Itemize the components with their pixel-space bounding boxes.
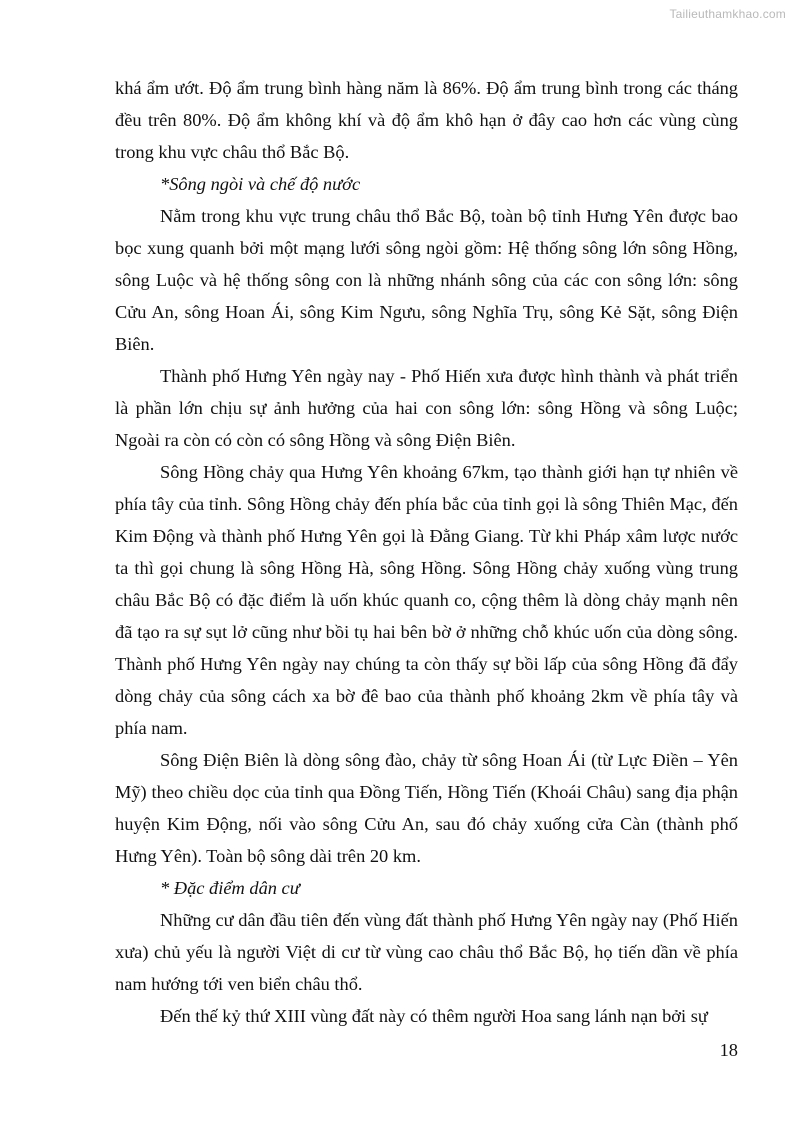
watermark-text: Tailieuthamkhao.com bbox=[669, 7, 786, 21]
paragraph-river-network: Nằm trong khu vực trung châu thổ Bắc Bộ, toàn bộ tỉnh Hưng Yên được bao bọc xung quanh bởi một mạng lưới sông ngòi gồm: Hệ thống sông lớn sông Hồng, sông Luộc và hệ thống sông con là những nhánh sông của các con sông lớn: sông Cửu An, sông Hoan Ái, sông Kim Ngưu, sông Nghĩa Trụ, sông Kẻ Sặt, sông Điện Biên. bbox=[115, 206, 738, 354]
paragraph-pho-hien: Thành phố Hưng Yên ngày nay - Phố Hiến xưa được hình thành và phát triển là phần lớn chịu sự ảnh hưởng của hai con sông lớn: sông Hồng và sông Luộc; Ngoài ra còn có còn có sông Hồng và sông Điện Biên. bbox=[115, 366, 738, 450]
paragraph-13th-century: Đến thế kỷ thứ XIII vùng đất này có thêm người Hoa sang lánh nạn bởi sự bbox=[160, 1006, 708, 1026]
section-heading-rivers: *Sông ngòi và chế độ nước bbox=[160, 174, 361, 194]
paragraph-first-residents: Những cư dân đầu tiên đến vùng đất thành phố Hưng Yên ngày nay (Phố Hiến xưa) chủ yếu là người Việt di cư từ vùng cao châu thổ Bắc Bộ, họ tiến dần về phía nam hướng tới ven biển châu thổ. bbox=[115, 910, 738, 994]
page-number: 18 bbox=[719, 1040, 738, 1060]
section-heading-population: * Đặc điểm dân cư bbox=[160, 878, 300, 898]
paragraph-red-river: Sông Hồng chảy qua Hưng Yên khoảng 67km, tạo thành giới hạn tự nhiên về phía tây của tỉnh. Sông Hồng chảy đến phía bắc của tỉnh gọi là sông Thiên Mạc, đến Kim Động và thành phố Hưng Yên gọi là Đằng Giang. Từ khi Pháp xâm lược nước ta thì gọi chung là sông Hồng Hà, sông Hồng. Sông Hồng chảy xuống vùng trung châu Bắc Bộ có đặc điểm là uốn khúc quanh co, cộng thêm là dòng chảy mạnh nên đã tạo ra sự sụt lở cũng như bồi tụ hai bên bờ ở những chỗ khúc uốn của dòng sông. Thành phố Hưng Yên ngày nay chúng ta còn thấy sự bồi lấp của sông Hồng đã đẩy dòng chảy của sông cách xa bờ đê bao của thành phố khoảng 2km về phía tây và phía nam. bbox=[115, 462, 738, 738]
paragraph-humidity: khá ẩm ướt. Độ ẩm trung bình hàng năm là 86%. Độ ẩm trung bình trong các tháng đều trên 80%. Độ ẩm không khí và độ ẩm khô hạn ở đây cao hơn các vùng cùng trong khu vực châu thổ Bắc Bộ. bbox=[115, 78, 738, 162]
document-body bbox=[115, 72, 738, 1032]
paragraph-dien-bien-river: Sông Điện Biên là dòng sông đào, chảy từ sông Hoan Ái (từ Lực Điền – Yên Mỹ) theo chiều dọc của tỉnh qua Đồng Tiến, Hồng Tiến (Khoái Châu) sang địa phận huyện Kim Động, nối vào sông Cửu An, sau đó chảy xuống cửa Càn (thành phố Hưng Yên). Toàn bộ sông dài trên 20 km. bbox=[115, 750, 738, 866]
